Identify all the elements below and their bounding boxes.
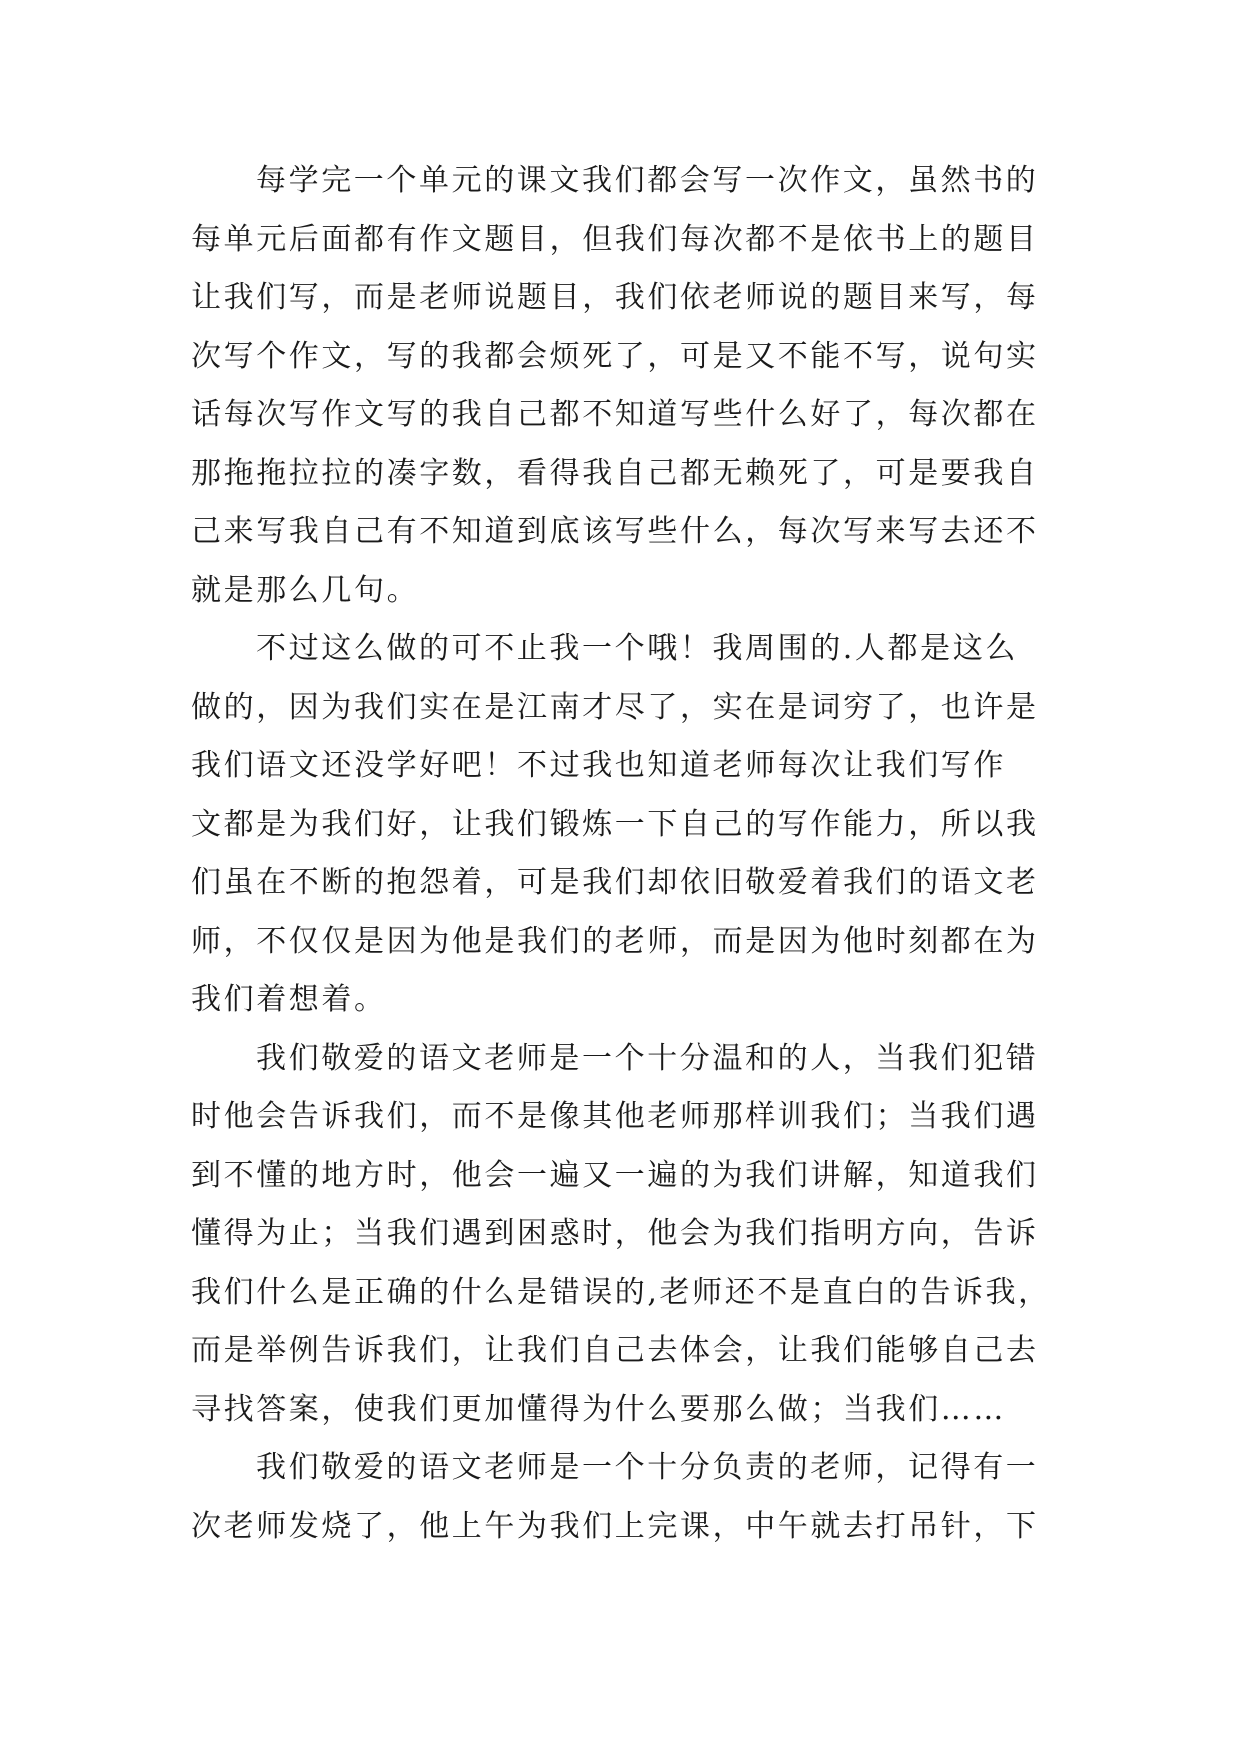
- text-line: 懂得为止；当我们遇到困惑时，他会为我们指明方向，告诉: [191, 1216, 1039, 1251]
- text-line: 每学完一个单元的课文我们都会写一次作文，虽然书的: [256, 163, 1039, 198]
- text-line: 就是那么几句。: [191, 572, 420, 608]
- text-line: 我们敬爱的语文老师是一个十分负责的老师，记得有一: [256, 1450, 1039, 1485]
- text-line: 我们敬爱的语文老师是一个十分温和的人，当我们犯错: [256, 1040, 1039, 1076]
- paragraph-2: [191, 620, 1051, 1030]
- text-line: 寻找答案，使我们更加懂得为什么要那么做；当我们……: [191, 1391, 1006, 1427]
- text-line: 我们什么是正确的什么是错误的,老师还不是直白的告诉我，: [191, 1274, 1051, 1310]
- text-line: 让我们写，而是老师说题目，我们依老师说的题目来写，每: [191, 280, 1039, 315]
- paragraph-1: [191, 152, 1051, 620]
- text-line: 次写个作文，写的我都会烦死了，可是又不能不写，说句实: [191, 338, 1039, 374]
- text-line: 而是举例告诉我们，让我们自己去体会，让我们能够自己去: [191, 1333, 1039, 1368]
- text-line: 我们语文还没学好吧！不过我也知道老师每次让我们写作: [191, 748, 1006, 783]
- text-line: 己来写我自己有不知道到底该写些什么，每次写来写去还不: [191, 514, 1039, 549]
- text-line: 到不懂的地方时，他会一遍又一遍的为我们讲解，知道我们: [191, 1157, 1039, 1193]
- text-line: 每单元后面都有作文题目，但我们每次都不是依书上的题目: [191, 221, 1039, 257]
- text-line: 文都是为我们好，让我们锻炼一下自己的写作能力，所以我: [191, 806, 1039, 842]
- text-line: 做的，因为我们实在是江南才尽了，实在是词穷了，也许是: [191, 689, 1039, 725]
- paragraph-4: [191, 1439, 1051, 1556]
- text-line: 次老师发烧了，他上午为我们上完课，中午就去打吊针，下: [191, 1508, 1039, 1544]
- text-line: 话每次写作文写的我自己都不知道写些什么好了，每次都在: [191, 397, 1039, 432]
- text-line: 时他会告诉我们，而不是像其他老师那样训我们；当我们遇: [191, 1099, 1039, 1134]
- text-line: 们虽在不断的抱怨着，可是我们却依旧敬爱着我们的语文老: [191, 865, 1039, 900]
- essay-body: [191, 152, 1051, 1556]
- text-line: 那拖拖拉拉的凑字数，看得我自己都无赖死了，可是要我自: [191, 455, 1039, 491]
- paragraph-3: [191, 1030, 1051, 1440]
- text-line: 不过这么做的可不止我一个哦！我周围的.人都是这么: [256, 631, 1018, 666]
- text-line: 师，不仅仅是因为他是我们的老师，而是因为他时刻都在为: [191, 923, 1039, 959]
- text-line: 我们着想着。: [191, 982, 387, 1017]
